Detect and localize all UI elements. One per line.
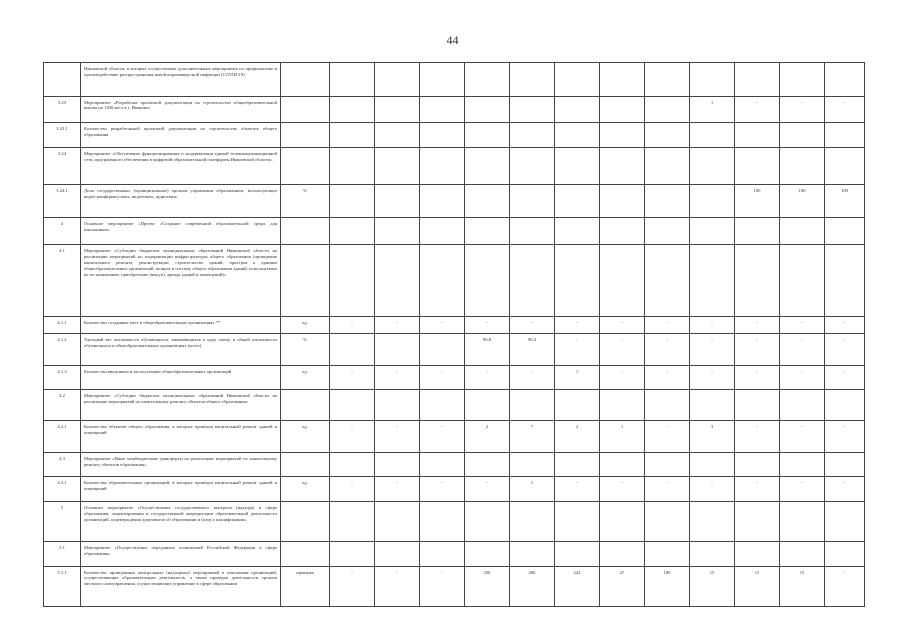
value-cell: - — [645, 421, 690, 452]
value-cell — [375, 63, 420, 97]
unit-cell — [281, 501, 330, 541]
page-number: 44 — [446, 33, 459, 47]
value-cell — [600, 452, 645, 477]
value-cell — [735, 390, 780, 421]
value-cell — [600, 123, 645, 148]
unit-cell: ед. — [281, 477, 330, 502]
value-cell — [645, 501, 690, 541]
value-cell — [645, 184, 690, 218]
value-cell — [330, 96, 375, 123]
value-cell — [690, 245, 735, 316]
table-row — [44, 63, 865, 97]
value-cell — [690, 63, 735, 97]
value-cell — [555, 123, 600, 148]
table-row — [44, 566, 865, 606]
value-cell: - — [825, 365, 865, 390]
value-cell — [420, 184, 465, 218]
value-cell: - — [555, 477, 600, 502]
value-cell — [645, 96, 690, 123]
value-cell — [510, 184, 555, 218]
value-cell — [330, 63, 375, 97]
value-cell — [780, 452, 825, 477]
value-cell: 1 — [690, 96, 735, 123]
value-cell: - — [690, 477, 735, 502]
value-cell: - — [735, 477, 780, 502]
value-cell — [465, 390, 510, 421]
value-cell: - — [555, 334, 600, 365]
value-cell — [690, 501, 735, 541]
value-cell: - — [735, 365, 780, 390]
value-cell: 224 — [555, 566, 600, 606]
value-cell — [555, 501, 600, 541]
unit-cell — [281, 390, 330, 421]
row-number-cell — [44, 63, 81, 97]
value-cell — [465, 147, 510, 184]
value-cell — [690, 218, 735, 245]
value-cell — [600, 63, 645, 97]
row-number-cell: 4.3 — [44, 452, 81, 477]
value-cell: 1 — [555, 365, 600, 390]
indicator-name-cell: Количество разработанной проектной документации на строительство объектов общего образования — [81, 123, 281, 148]
value-cell: - — [330, 421, 375, 452]
table-row — [44, 184, 865, 218]
value-cell — [645, 390, 690, 421]
indicator-name-cell: Удельный вес численности обучающихся, занимающихся в одну смену, в общей численности обучающихся в общеобразовательных организациях (всего) — [81, 334, 281, 365]
row-number-cell: 4.1.1 — [44, 316, 81, 334]
value-cell — [330, 184, 375, 218]
value-cell — [375, 123, 420, 148]
value-cell: - — [510, 316, 555, 334]
value-cell: - — [330, 477, 375, 502]
value-cell: - — [825, 477, 865, 502]
table-row — [44, 316, 865, 334]
indicator-name-cell: Основное мероприятие «Проект «Создание современной образовательной среды для школьников» — [81, 218, 281, 245]
value-cell: - — [375, 566, 420, 606]
value-cell — [735, 123, 780, 148]
value-cell — [600, 218, 645, 245]
value-cell — [555, 542, 600, 567]
indicator-name-cell: Мероприятие «Осуществление переданных полномочий Российской Федерации в сфере образования» — [81, 542, 281, 567]
value-cell: 1 — [510, 477, 555, 502]
value-cell: - — [735, 421, 780, 452]
value-cell — [420, 542, 465, 567]
value-cell — [510, 63, 555, 97]
value-cell — [555, 452, 600, 477]
value-cell — [420, 245, 465, 316]
value-cell — [780, 390, 825, 421]
value-cell: - — [735, 334, 780, 365]
value-cell — [420, 96, 465, 123]
value-cell — [510, 218, 555, 245]
indicator-name-cell: Количество объектов общего образования, в которых проведен капитальный ремонт зданий и помещений — [81, 421, 281, 452]
value-cell — [510, 452, 555, 477]
value-cell — [825, 147, 865, 184]
value-cell — [330, 542, 375, 567]
value-cell: - — [690, 316, 735, 334]
row-number-cell: 5 — [44, 501, 81, 541]
table-row — [44, 123, 865, 148]
row-number-cell: 3.23.1 — [44, 123, 81, 148]
value-cell: - — [780, 334, 825, 365]
value-cell: - — [600, 477, 645, 502]
value-cell — [645, 147, 690, 184]
value-cell: - — [825, 96, 865, 123]
unit-cell — [281, 452, 330, 477]
value-cell — [825, 218, 865, 245]
value-cell — [645, 123, 690, 148]
table-row — [44, 365, 865, 390]
value-cell: - — [780, 477, 825, 502]
value-cell: - — [330, 566, 375, 606]
value-cell — [600, 184, 645, 218]
value-cell — [780, 218, 825, 245]
value-cell — [375, 96, 420, 123]
value-cell — [690, 123, 735, 148]
row-number-cell: 4 — [44, 218, 81, 245]
indicators-table — [43, 62, 865, 607]
value-cell: - — [510, 365, 555, 390]
value-cell — [555, 184, 600, 218]
value-cell — [555, 63, 600, 97]
value-cell: - — [375, 477, 420, 502]
value-cell — [510, 542, 555, 567]
value-cell: 266 — [510, 566, 555, 606]
unit-cell — [281, 63, 330, 97]
indicator-name-cell: Ивановской области, в которых осуществлены дополнительные мероприятия по профилактике и противодействию распространения новой коронавирусной инфекции (COVID-19) — [81, 63, 281, 97]
row-number-cell: 4.1.2 — [44, 334, 81, 365]
value-cell — [735, 542, 780, 567]
value-cell — [375, 452, 420, 477]
row-number-cell: 3.24 — [44, 147, 81, 184]
row-number-cell: 4.2.1 — [44, 421, 81, 452]
indicator-name-cell: Мероприятие «Субсидии бюджетам муниципальных образований Ивановской области на реализацию мероприятий по капитальному ремонту объектов общего образования» — [81, 390, 281, 421]
value-cell — [645, 218, 690, 245]
value-cell — [330, 245, 375, 316]
table-row — [44, 477, 865, 502]
value-cell — [330, 123, 375, 148]
value-cell: - — [645, 477, 690, 502]
value-cell: - — [825, 421, 865, 452]
value-cell: 7 — [510, 421, 555, 452]
value-cell — [690, 542, 735, 567]
value-cell: - — [330, 365, 375, 390]
value-cell — [600, 542, 645, 567]
value-cell — [375, 245, 420, 316]
value-cell — [690, 452, 735, 477]
value-cell: - — [645, 334, 690, 365]
unit-cell — [281, 123, 330, 148]
unit-cell: ед. — [281, 421, 330, 452]
value-cell: - — [465, 477, 510, 502]
value-cell — [510, 147, 555, 184]
value-cell — [690, 184, 735, 218]
value-cell — [555, 390, 600, 421]
value-cell: - — [465, 316, 510, 334]
value-cell: - — [645, 365, 690, 390]
value-cell: - — [825, 316, 865, 334]
value-cell — [465, 542, 510, 567]
value-cell — [375, 542, 420, 567]
value-cell — [420, 390, 465, 421]
value-cell: - — [420, 421, 465, 452]
value-cell — [420, 334, 465, 365]
unit-cell — [281, 542, 330, 567]
table-row — [44, 96, 865, 123]
value-cell: 256 — [465, 566, 510, 606]
value-cell — [375, 334, 420, 365]
value-cell — [780, 147, 825, 184]
value-cell — [330, 218, 375, 245]
unit-cell — [281, 147, 330, 184]
value-cell: - — [690, 334, 735, 365]
indicator-name-cell: Количество образовательных организаций, в которых проведен капитальный ремонт зданий и помещений — [81, 477, 281, 502]
indicator-name-cell: Основное мероприятие «Осуществление государственного контроля (надзора) в сфере образования, лицензирования и государственной аккредитации образовательной деятельности организаций, подтверждения документов об образовании и (или) о квалификации» — [81, 501, 281, 541]
value-cell: 47 — [600, 566, 645, 606]
indicator-name-cell: Мероприятие «Иные межбюджетные трансферты на реализацию мероприятий по капитальному ремонту объектов образования» — [81, 452, 281, 477]
value-cell — [735, 245, 780, 316]
value-cell — [465, 184, 510, 218]
value-cell — [825, 501, 865, 541]
table-row — [44, 542, 865, 567]
value-cell: - — [420, 316, 465, 334]
row-number-cell: 3.24.1 — [44, 184, 81, 218]
value-cell — [465, 501, 510, 541]
row-number-cell: 4.2 — [44, 390, 81, 421]
row-number-cell: 5.1.1 — [44, 566, 81, 606]
value-cell — [825, 390, 865, 421]
value-cell — [330, 390, 375, 421]
value-cell: 15 — [690, 566, 735, 606]
value-cell — [420, 501, 465, 541]
value-cell: 100 — [825, 184, 865, 218]
value-cell — [600, 147, 645, 184]
unit-cell — [281, 245, 330, 316]
value-cell: - — [780, 421, 825, 452]
value-cell — [735, 63, 780, 97]
value-cell — [465, 218, 510, 245]
value-cell: 2 — [465, 421, 510, 452]
unit-cell: % — [281, 334, 330, 365]
value-cell — [555, 96, 600, 123]
value-cell: - — [555, 316, 600, 334]
row-number-cell: 5.1 — [44, 542, 81, 567]
value-cell: 2 — [555, 421, 600, 452]
value-cell: - — [645, 316, 690, 334]
value-cell: - — [780, 365, 825, 390]
value-cell — [465, 245, 510, 316]
value-cell — [645, 63, 690, 97]
value-cell — [780, 542, 825, 567]
value-cell: - — [330, 316, 375, 334]
value-cell — [825, 542, 865, 567]
value-cell: - — [420, 566, 465, 606]
value-cell — [330, 334, 375, 365]
value-cell — [780, 123, 825, 148]
value-cell: - — [420, 477, 465, 502]
value-cell — [555, 218, 600, 245]
table-row — [44, 334, 865, 365]
table-row — [44, 218, 865, 245]
value-cell: - — [375, 365, 420, 390]
value-cell — [825, 63, 865, 97]
unit-cell: ед. — [281, 365, 330, 390]
value-cell — [555, 245, 600, 316]
value-cell: - — [735, 96, 780, 123]
value-cell — [555, 147, 600, 184]
value-cell: - — [375, 316, 420, 334]
table-row — [44, 147, 865, 184]
value-cell — [780, 501, 825, 541]
value-cell — [825, 123, 865, 148]
unit-cell — [281, 218, 330, 245]
unit-cell: % — [281, 184, 330, 218]
row-number-cell: 4.3.1 — [44, 477, 81, 502]
table-row — [44, 245, 865, 316]
row-number-cell: 3.23 — [44, 96, 81, 123]
value-cell: 1 — [600, 421, 645, 452]
value-cell: - — [825, 566, 865, 606]
value-cell: - — [825, 334, 865, 365]
value-cell — [645, 542, 690, 567]
value-cell — [465, 452, 510, 477]
value-cell — [330, 147, 375, 184]
value-cell: 100 — [735, 184, 780, 218]
value-cell — [330, 452, 375, 477]
value-cell — [420, 147, 465, 184]
value-cell — [375, 501, 420, 541]
value-cell — [780, 245, 825, 316]
value-cell: - — [375, 421, 420, 452]
value-cell: - — [600, 316, 645, 334]
value-cell: - — [420, 365, 465, 390]
value-cell — [510, 96, 555, 123]
value-cell: - — [600, 334, 645, 365]
table-row — [44, 390, 865, 421]
value-cell: - — [780, 316, 825, 334]
value-cell — [375, 218, 420, 245]
value-cell — [645, 452, 690, 477]
indicator-name-cell: Количество введенных в эксплуатацию общеобразовательных организаций — [81, 365, 281, 390]
value-cell — [420, 452, 465, 477]
value-cell — [735, 452, 780, 477]
value-cell: - — [600, 365, 645, 390]
value-cell — [465, 63, 510, 97]
value-cell — [780, 63, 825, 97]
value-cell — [510, 123, 555, 148]
value-cell: 90,3 — [510, 334, 555, 365]
value-cell — [465, 96, 510, 123]
value-cell — [825, 245, 865, 316]
row-number-cell: 4.1 — [44, 245, 81, 316]
value-cell — [510, 245, 555, 316]
indicator-name-cell: Мероприятие «Субсидии бюджетам муниципальных образований Ивановской области на реализацию мероприятий по модернизации инфраструктуры общего образования (проведение капитального ремонта, реконструкции, строительство зданий, пристроя к зданиям общеобразовательных организаций, возврат в систему общего образования зданий, используемых не по назначению, приобретение (выкуп), аренда зданий и помещений)» — [81, 245, 281, 316]
value-cell — [690, 390, 735, 421]
value-cell — [600, 96, 645, 123]
value-cell — [465, 123, 510, 148]
value-cell — [600, 390, 645, 421]
value-cell: 15 — [735, 566, 780, 606]
value-cell: - — [690, 365, 735, 390]
value-cell: 100 — [780, 184, 825, 218]
value-cell — [735, 501, 780, 541]
value-cell — [600, 245, 645, 316]
value-cell — [600, 501, 645, 541]
value-cell: - — [735, 316, 780, 334]
value-cell — [375, 147, 420, 184]
value-cell — [330, 501, 375, 541]
value-cell: 3 — [690, 421, 735, 452]
indicator-name-cell: Доля государственных (муниципальных) органов управления образованием, использующих видео-конференц-связь, видеосвязь, аудиосвязь — [81, 184, 281, 218]
value-cell — [420, 123, 465, 148]
unit-cell: проверка — [281, 566, 330, 606]
unit-cell — [281, 96, 330, 123]
value-cell: - — [780, 96, 825, 123]
value-cell — [825, 452, 865, 477]
value-cell — [510, 501, 555, 541]
indicator-name-cell: Количество созданных мест в общеобразовательных организациях ** — [81, 316, 281, 334]
table-row — [44, 421, 865, 452]
value-cell — [735, 147, 780, 184]
value-cell — [645, 245, 690, 316]
value-cell — [375, 390, 420, 421]
value-cell: 15 — [780, 566, 825, 606]
value-cell: - — [465, 365, 510, 390]
value-cell — [690, 147, 735, 184]
value-cell — [420, 218, 465, 245]
value-cell: 90,8 — [465, 334, 510, 365]
indicator-name-cell: Мероприятие «Обеспечение функционирования и модернизация единой телекоммуникационной сети, программного обеспечения в цифровой образовательной платформы Ивановской области» — [81, 147, 281, 184]
value-cell — [735, 218, 780, 245]
value-cell: 180 — [645, 566, 690, 606]
value-cell — [375, 184, 420, 218]
table-row — [44, 501, 865, 541]
row-number-cell: 4.1.3 — [44, 365, 81, 390]
indicator-name-cell: Мероприятие «Разработка проектной документации на строительство общеобразовательной школы на 1300 мест в г. Иваново» — [81, 96, 281, 123]
value-cell — [510, 390, 555, 421]
unit-cell: ед. — [281, 316, 330, 334]
indicator-name-cell: Количество проведенных контрольных (надзорных) мероприятий в отношении организаций, осуществляющих образовательную деятельность, а также проверок деятельности органов местного самоуправления, осуществляющих управление в сфере образования — [81, 566, 281, 606]
value-cell — [420, 63, 465, 97]
table-row — [44, 452, 865, 477]
